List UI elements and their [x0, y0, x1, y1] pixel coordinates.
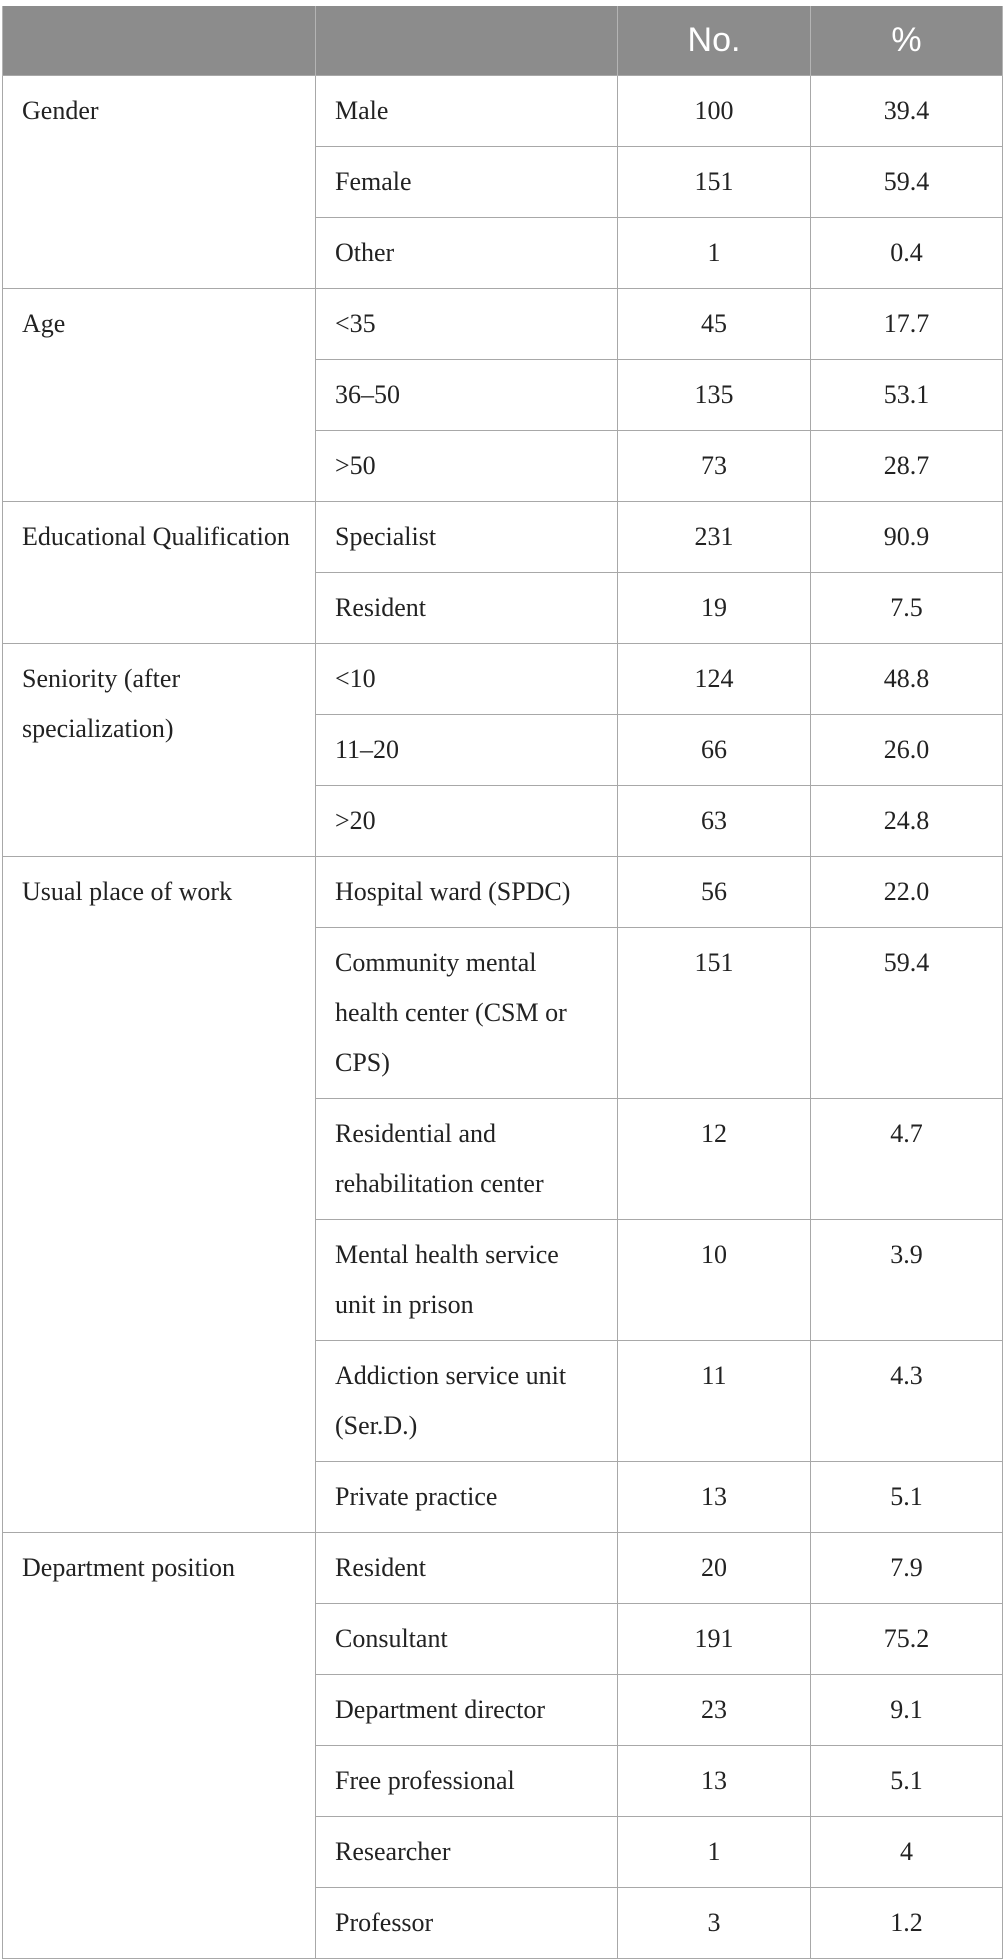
- row-percent-value: 59.4: [811, 928, 1003, 1099]
- row-item-label: Addiction service unit (Ser.D.): [316, 1341, 618, 1462]
- row-percent-value: 26.0: [811, 715, 1003, 786]
- row-count-value: 1: [618, 1817, 811, 1888]
- row-count-value: 13: [618, 1746, 811, 1817]
- row-item-label: <10: [316, 644, 618, 715]
- header-count: No.: [618, 6, 811, 76]
- row-item-label: 11–20: [316, 715, 618, 786]
- row-item-label: 36–50: [316, 360, 618, 431]
- row-percent-value: 90.9: [811, 502, 1003, 573]
- row-item-label: Resident: [316, 573, 618, 644]
- row-item-label: Free professional: [316, 1746, 618, 1817]
- row-count-value: 63: [618, 786, 811, 857]
- row-percent-value: 9.1: [811, 1675, 1003, 1746]
- row-percent-value: 7.9: [811, 1533, 1003, 1604]
- row-count-value: 56: [618, 857, 811, 928]
- row-percent-value: 24.8: [811, 786, 1003, 857]
- table-row: [3, 289, 1003, 360]
- row-item-label: Specialist: [316, 502, 618, 573]
- header-category: [3, 6, 316, 76]
- row-count-value: 73: [618, 431, 811, 502]
- row-item-label: Private practice: [316, 1462, 618, 1533]
- row-percent-value: 0.4: [811, 218, 1003, 289]
- row-group-label: Seniority (after specialization): [3, 644, 316, 857]
- table-row: [3, 76, 1003, 147]
- row-item-label: Hospital ward (SPDC): [316, 857, 618, 928]
- row-group-label: Department position: [3, 1533, 316, 1959]
- row-item-label: Researcher: [316, 1817, 618, 1888]
- row-count-value: 100: [618, 76, 811, 147]
- row-count-value: 151: [618, 928, 811, 1099]
- row-count-value: 11: [618, 1341, 811, 1462]
- row-count-value: 13: [618, 1462, 811, 1533]
- row-item-label: Male: [316, 76, 618, 147]
- table-row: [3, 857, 1003, 928]
- row-group-label: Gender: [3, 76, 316, 289]
- header-row: [3, 6, 1003, 76]
- row-count-value: 124: [618, 644, 811, 715]
- row-item-label: >50: [316, 431, 618, 502]
- header-percent: %: [811, 6, 1003, 76]
- row-item-label: Mental health service unit in prison: [316, 1220, 618, 1341]
- row-percent-value: 5.1: [811, 1746, 1003, 1817]
- row-item-label: Consultant: [316, 1604, 618, 1675]
- row-item-label: <35: [316, 289, 618, 360]
- row-percent-value: 59.4: [811, 147, 1003, 218]
- row-count-value: 66: [618, 715, 811, 786]
- row-count-value: 191: [618, 1604, 811, 1675]
- row-percent-value: 4: [811, 1817, 1003, 1888]
- table-row: [3, 1533, 1003, 1604]
- row-count-value: 1: [618, 218, 811, 289]
- row-percent-value: 48.8: [811, 644, 1003, 715]
- row-item-label: Residential and rehabilitation center: [316, 1099, 618, 1220]
- row-percent-value: 28.7: [811, 431, 1003, 502]
- row-group-label: Age: [3, 289, 316, 502]
- row-count-value: 135: [618, 360, 811, 431]
- row-item-label: Resident: [316, 1533, 618, 1604]
- table-header: [3, 6, 1003, 76]
- row-percent-value: 4.3: [811, 1341, 1003, 1462]
- row-percent-value: 75.2: [811, 1604, 1003, 1675]
- row-percent-value: 17.7: [811, 289, 1003, 360]
- row-item-label: Professor: [316, 1888, 618, 1959]
- row-group-label: Educational Qualification: [3, 502, 316, 644]
- row-count-value: 3: [618, 1888, 811, 1959]
- row-count-value: 151: [618, 147, 811, 218]
- row-percent-value: 22.0: [811, 857, 1003, 928]
- row-percent-value: 53.1: [811, 360, 1003, 431]
- table-body: [3, 76, 1003, 1959]
- row-item-label: Community mental health center (CSM or CPS): [316, 928, 618, 1099]
- row-count-value: 20: [618, 1533, 811, 1604]
- table-row: [3, 644, 1003, 715]
- row-item-label: >20: [316, 786, 618, 857]
- row-percent-value: 5.1: [811, 1462, 1003, 1533]
- row-percent-value: 7.5: [811, 573, 1003, 644]
- row-count-value: 12: [618, 1099, 811, 1220]
- row-percent-value: 4.7: [811, 1099, 1003, 1220]
- demographics-table: [2, 6, 1003, 1959]
- row-percent-value: 3.9: [811, 1220, 1003, 1341]
- table-row: [3, 502, 1003, 573]
- row-percent-value: 1.2: [811, 1888, 1003, 1959]
- header-item: [316, 6, 618, 76]
- row-percent-value: 39.4: [811, 76, 1003, 147]
- row-count-value: 231: [618, 502, 811, 573]
- row-count-value: 45: [618, 289, 811, 360]
- row-count-value: 23: [618, 1675, 811, 1746]
- row-group-label: Usual place of work: [3, 857, 316, 1533]
- row-count-value: 19: [618, 573, 811, 644]
- row-item-label: Other: [316, 218, 618, 289]
- row-item-label: Department director: [316, 1675, 618, 1746]
- row-count-value: 10: [618, 1220, 811, 1341]
- row-item-label: Female: [316, 147, 618, 218]
